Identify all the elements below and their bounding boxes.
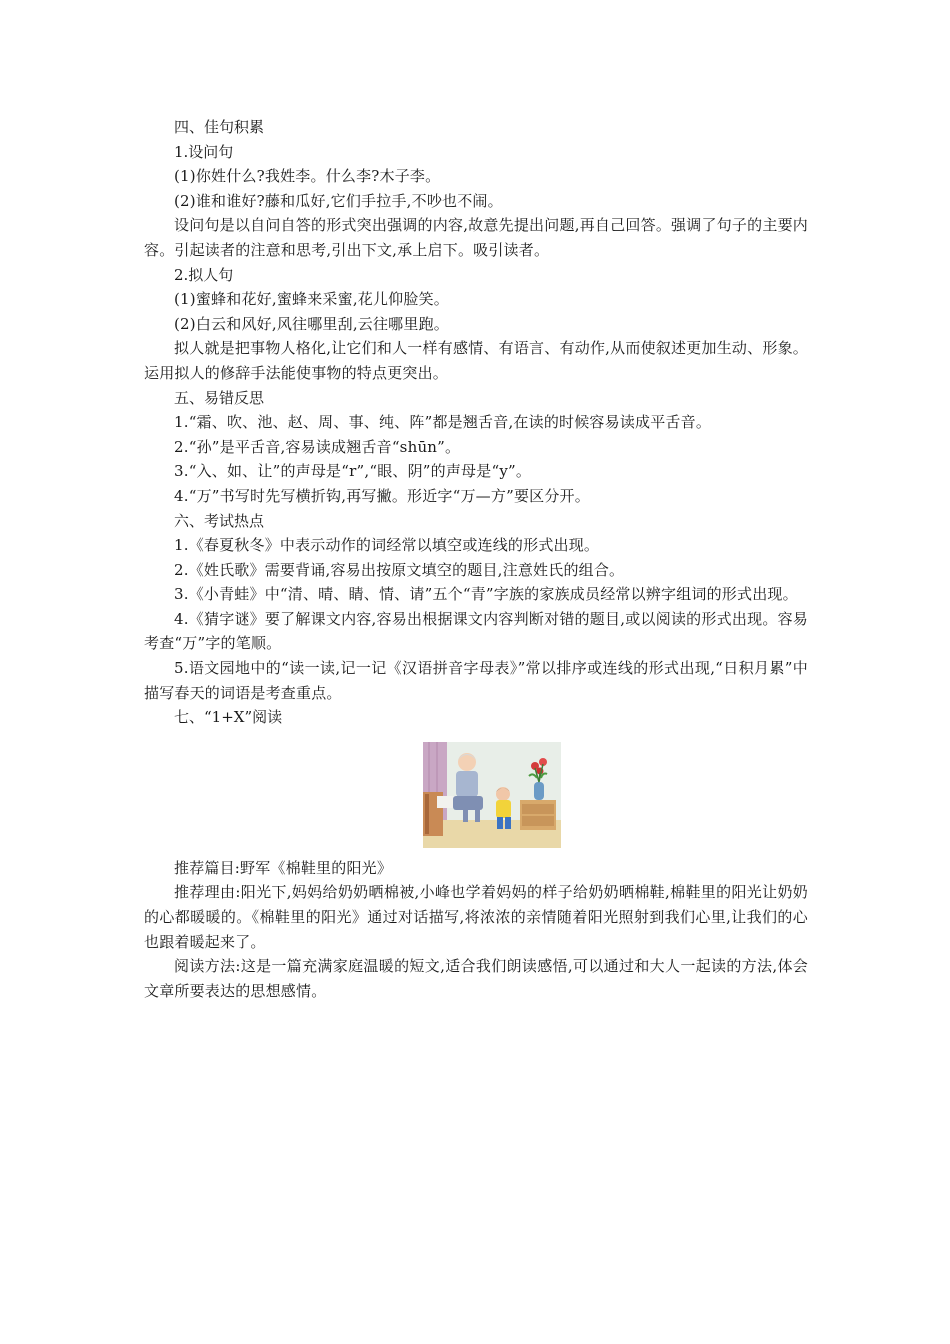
section-heading-7: 七、“1+X”阅读 (174, 708, 283, 727)
document-page (144, 115, 808, 1003)
section-heading-5: 五、易错反思 (174, 388, 265, 407)
reading-method: 阅读方法:这是一篇充满家庭温暖的短文,适合我们朗读感悟,可以通过和大人一起读的方法,体会文章所要表达的思想感情。 (144, 957, 808, 1000)
list-item: 1.《春夏秋冬》中表示动作的词经常以填空或连线的形式出现。 (174, 536, 600, 555)
subheading-rhetorical-question: 1.设问句 (174, 142, 234, 161)
explanation-paragraph: 拟人就是把事物人格化,让它们和人一样有感情、有语言、有动作,从而使叙述更加生动、形象。运用拟人的修辞手法能使事物的特点更突出。 (144, 339, 808, 382)
section-heading-4: 四、佳句积累 (174, 118, 265, 136)
list-item: 2.“孙”是平舌音,容易读成翘舌音“shūn”。 (174, 437, 461, 456)
section-heading-6: 六、考试热点 (174, 511, 265, 530)
recommended-reason: 推荐理由:阳光下,妈妈给奶奶晒棉被,小峰也学着妈妈的样子给奶奶晒棉鞋,棉鞋里的阳光让奶奶的心都暖暖的。《棉鞋里的阳光》通过对话描写,将浓浓的亲情随着阳光照射到我们心里,让我们的心也跟着暖起来了。 (144, 883, 808, 951)
list-item: 5.语文园地中的“读一读,记一记《汉语拼音字母表》”常以排序或连线的形式出现,“日积月累”中描写春天的词语是考查重点。 (144, 659, 808, 702)
example-sentence: (2)白云和风好,风往哪里刮,云往哪里跑。 (174, 314, 449, 333)
explanation-paragraph: 设问句是以自问自答的形式突出强调的内容,故意先提出问题,再自己回答。强调了句子的主要内容。引起读者的注意和思考,引出下文,承上启下。吸引读者。 (144, 216, 808, 259)
recommended-title: 推荐篇目:野军《棉鞋里的阳光》 (174, 858, 393, 877)
list-item: 4.“万”书写时先写横折钩,再写撇。形近字“万—方”要区分开。 (174, 486, 590, 505)
example-sentence: (1)蜜蜂和花好,蜜蜂来采蜜,花儿仰脸笑。 (174, 290, 449, 309)
story-illustration (423, 742, 561, 848)
list-item: 3.《小青蛙》中“清、晴、睛、情、请”五个“青”字族的家族成员经常以辨字组词的形式出现。 (174, 585, 798, 604)
subheading-personification: 2.拟人句 (174, 265, 234, 284)
list-item: 1.“霜、吹、池、赵、周、事、纯、阵”都是翘舌音,在读的时候容易读成平舌音。 (174, 413, 712, 432)
list-item: 4.《猜字谜》要了解课文内容,容易出根据课文内容判断对错的题目,或以阅读的形式出现。容易考查“万”字的笔顺。 (144, 609, 808, 653)
example-sentence: (2)谁和谁好?藤和瓜好,它们手拉手,不吵也不闹。 (174, 191, 503, 210)
list-item: 2.《姓氏歌》需要背诵,容易出按原文填空的题目,注意姓氏的组合。 (174, 560, 625, 579)
example-sentence: (1)你姓什么?我姓李。什么李?木子李。 (174, 167, 441, 186)
list-item: 3.“入、如、让”的声母是“r”,“眼、阴”的声母是“y”。 (174, 462, 532, 481)
